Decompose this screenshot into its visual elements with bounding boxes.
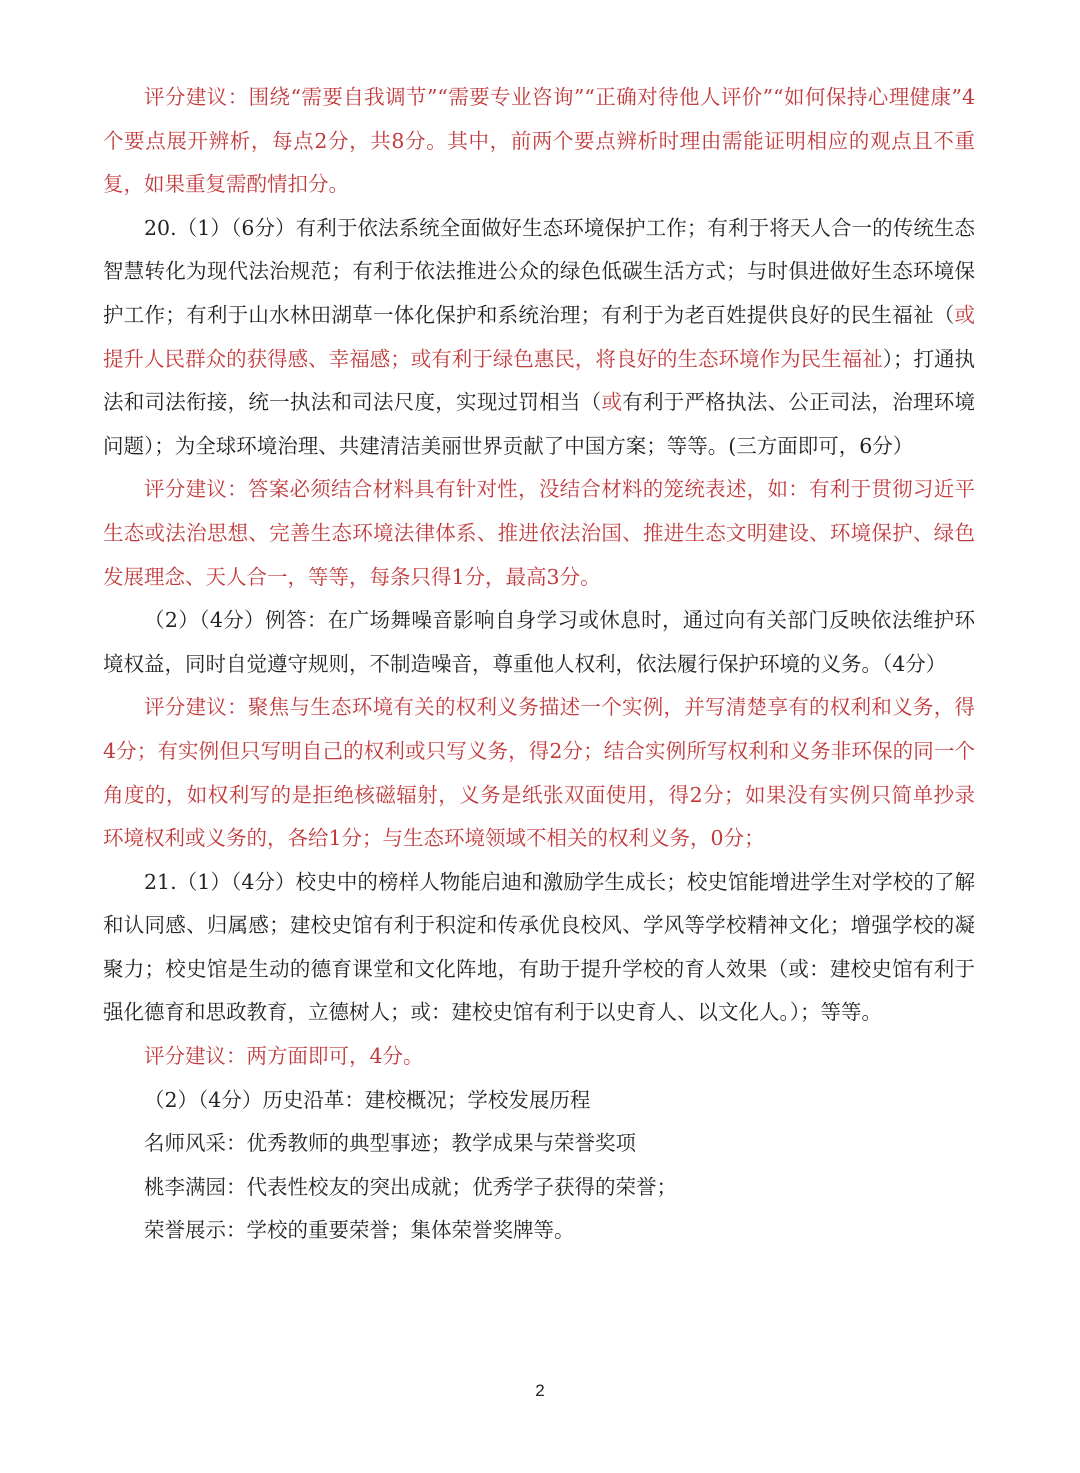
q20-part1-middle: ）；打通执法和司法衔接，统一执法和司法尺度，实现过罚相当（ <box>103 346 976 415</box>
q20-part2-answer: （2）（4分）例答：在广场舞噪音影响自身学习或休息时，通过向有关部门反映依法维护环境权益，同时自觉遵守规则，不制造噪音，尊重他人权利，依法履行保护环境的义务。（4分） <box>103 608 975 676</box>
q20-part2-scoring-advice: 评分建议：聚焦与生态环境有关的权利义务描述一个实例，并写清楚享有的权利和义务，得4分；有实例但只写明自己的权利或只写义务，得2分；结合实例所写权利和义务非环保的同一个角度的，如权利写的是拒绝核磁辐射，义务是纸张双面使用，得2分；如果没有实例只简单抄录环境权利或义务的，各给1分；与生态环境领域不相关的权利义务，0分； <box>103 695 975 851</box>
q20-part1-red-note-1: 或提升人民群众的获得感、幸福感；或有利于绿色惠民，将良好的生态环境作为民生福祉 <box>103 302 975 371</box>
q20-part1-tail: 有利于严格执法、公正司法，治理环境问题）；为全球环境治理、共建清洁美丽世界贡献了中国方案；等等。(三方面即可，6分） <box>103 390 976 458</box>
q20-part1-scoring-advice: 评分建议：答案必须结合材料具有针对性，没结合材料的笼统表述，如：有利于贯彻习近平生态或法治思想、完善生态环境法律体系、推进依法治国、推进生态文明建设、环境保护、绿色发展理念、天人合一，等等，每条只得1分，最高3分。 <box>103 477 975 589</box>
q20-part1-answer <box>103 207 975 469</box>
q21-part2-line-history: （2）（4分）历史沿革：建校概况；学校发展历程 <box>144 1087 591 1112</box>
q19-scoring-advice: 评分建议：围绕“需要自我调节”“需要专业咨询”“正确对待他人评价”“如何保持心理健康”4个要点展开辨析，每点2分，共8分。其中，前两个要点辨析时理由需能证明相应的观点且不重复，如果重复需酌情扣分。 <box>103 85 975 197</box>
q20-part1-intro: 20.（1）（6分）有利于依法系统全面做好生态环境保护工作；有利于将天人合一的传统生态智慧转化为现代法治规范；有利于依法推进公众的绿色低碳生活方式；与时俱进做好生态环境保护工作；有利于山水林田湖草一体化保护和系统治理；有利于为老百姓提供良好的民生福祉（ <box>103 215 975 327</box>
answer-key-content <box>103 76 975 1253</box>
q21-part1-answer: 21.（1）（4分）校史中的榜样人物能启迪和激励学生成长；校史馆能增进学生对学校的了解和认同感、归属感；建校史馆有利于积淀和传承优良校风、学风等学校精神文化；增强学校的凝聚力；校史馆是生动的德育课堂和文化阵地，有助于提升学校的育人效果（或：建校史馆有利于强化德育和思政教育，立德树人；或：建校史馆有利于以史育人、以文化人。）；等等。 <box>103 869 975 1025</box>
q20-part1-red-note-2: 或 <box>601 390 623 415</box>
q21-part2-line-teachers: 名师风采：优秀教师的典型事迹；教学成果与荣誉奖项 <box>144 1131 636 1156</box>
page-number: 2 <box>535 1381 545 1400</box>
q21-part1-scoring-advice: 评分建议：两方面即可，4分。 <box>144 1044 424 1069</box>
q21-part2-line-honors: 荣誉展示：学校的重要荣誉；集体荣誉奖牌等。 <box>144 1218 575 1243</box>
q21-part2-line-alumni: 桃李满园：代表性校友的突出成就；优秀学子获得的荣誉； <box>144 1174 677 1199</box>
